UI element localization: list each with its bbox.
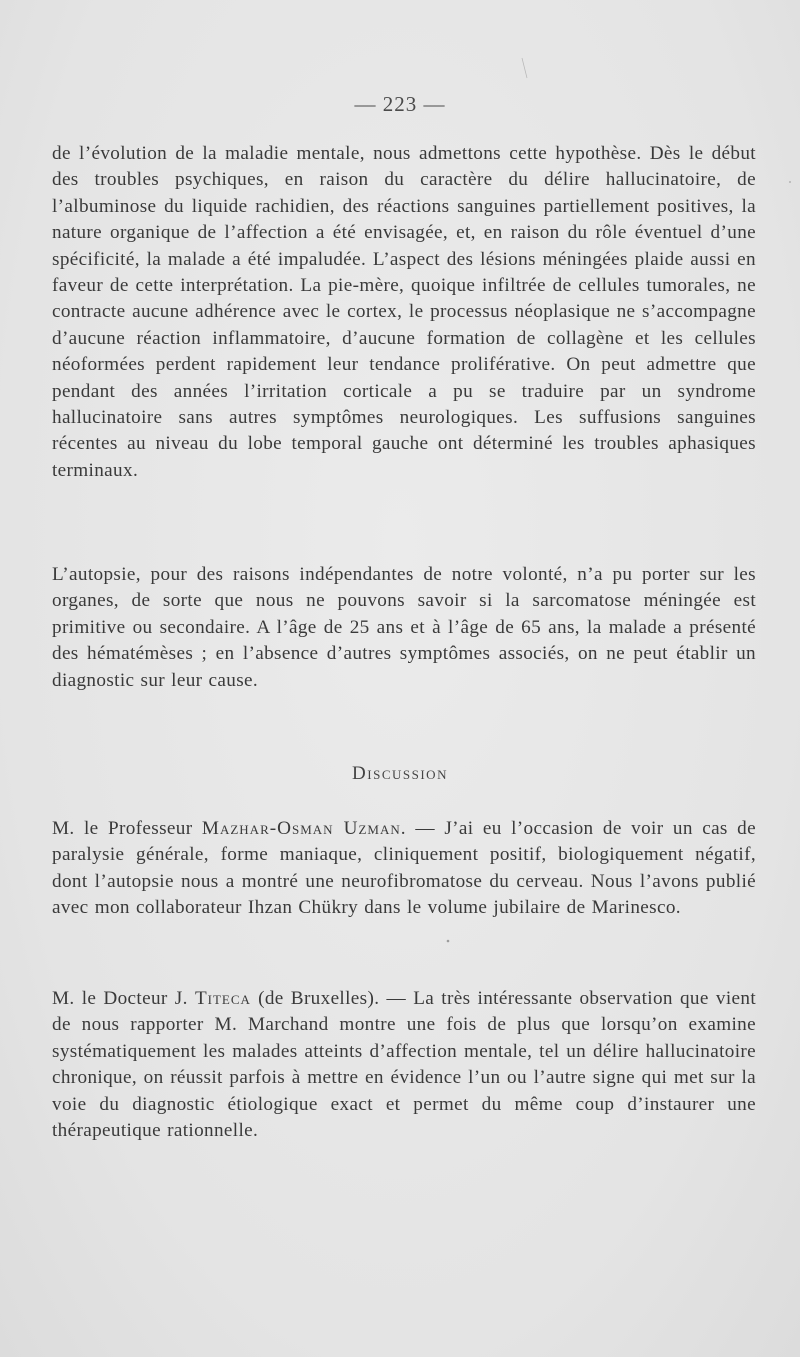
paragraph-evolution: de l’évolution de la maladie mentale, nous admettons cette hypothèse. Dès le début des troubles psychiques, en raison du caractère du délire hallucinatoire, de l’albuminose du liquide rachidien, des réactions sanguines partiellement positives, la nature organique de l’affection a été envisagée, et, en raison du rôle éventuel d’une spécificité, la malade a été impaludée. L’aspect des lésions méningées plaide aussi en faveur de cette interprétation. La pie-mère, quoique infiltrée de cellules tumorales, ne contracte aucune adhérence avec le cortex, le processus néoplasique ne s’accompagne d’aucune réaction inflammatoire, d’aucune formation de collagène et les cellules néoformées perdent rapidement leur tendance proliférative. On peut admettre que pendant des années l’irritation corticale a pu se traduire par un syndrome hallucinatoire sans autres symptômes neurologiques. Les suffusions sanguines récentes au niveau du lobe temporal gauche ont déterminé les troubles aphasiques terminaux. <box>52 143 756 481</box>
paragraph-discussion-titeca <box>52 986 756 1144</box>
speaker-prefix: M. le Professeur <box>52 818 202 839</box>
section-heading-discussion: Discussion <box>352 763 448 784</box>
paragraph-autopsie: L’autopsie, pour des raisons indépendantes de notre volonté, n’a pu porter sur les organes, de sorte que nous ne pouvons savoir si la sarcomatose méningée est primitive ou secondaire. A l’âge de 25 ans et à l’âge de 65 ans, la malade a présenté des hématémèses ; en l’absence d’autres symptômes associés, on ne peut établir un diagnostic sur leur cause. <box>52 564 756 691</box>
speaker-prefix: M. le Docteur J. <box>52 988 195 1009</box>
speaker-name: Mazhar-Osman Uzman <box>201 818 401 839</box>
speaker-remarks: (de Bruxelles). — La très intéressante observation que vient de nous rapporter M. Marchand montre une fois de plus que lorsqu’on examine systématiquement les malades atteints d’affection mentale, tel un délire hallucinatoire chronique, on réussit parfois à mettre en évidence l’un ou l’autre signe qui met sur la voie du diagnostic étiologique exact et permet du même coup d’instaurer une thérapeutique rationnelle. <box>52 988 757 1142</box>
page-number: — 223 — <box>354 92 446 116</box>
speaker-name: Titeca <box>194 988 251 1009</box>
paragraph-discussion-uzman <box>52 816 756 922</box>
speaker-remarks: . — J’ai eu l’occasion de voir un cas de paralysie générale, forme maniaque, cliniquement positif, biologiquement négatif, dont l’autopsie nous a montré une neurofibromatose du cerveau. Nous l’avons publié avec mon collaborateur Ihzan Chükry dans le volume jubilaire de Marinesco. <box>52 818 756 919</box>
